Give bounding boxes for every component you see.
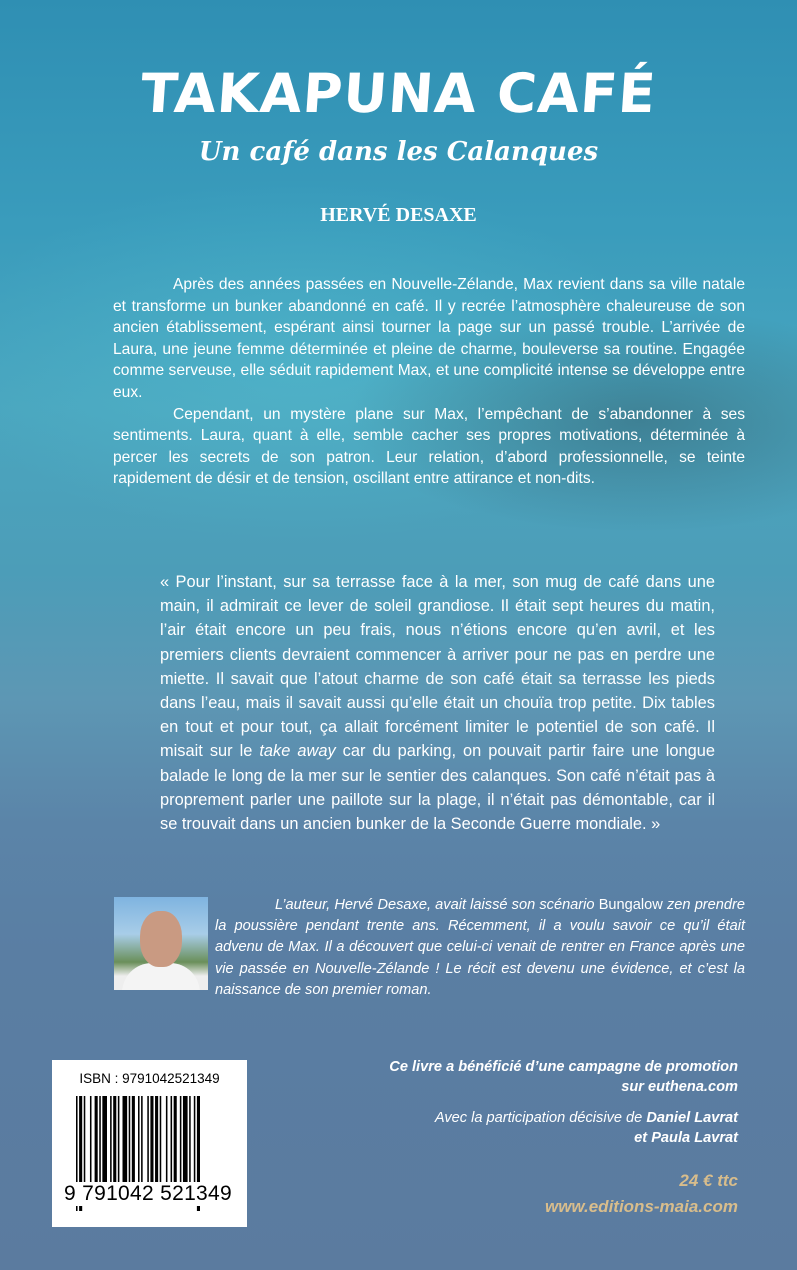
- summary: [113, 274, 745, 490]
- barcode-bar: [84, 1096, 86, 1191]
- barcode-bar: [90, 1096, 92, 1191]
- participation-conj: et: [634, 1130, 652, 1146]
- summary-paragraph: Cependant, un mystère plane sur Max, l’empêchant de s’abandonner à ses sentiments. Laura, quant à elle, semble cacher ses propres motivations, déterminée à percer les secrets de son patron. Leur relation, d’abord professionnelle, se teinte rapidement de désir et de tension, oscillant entre attirance et non-dits.: [113, 405, 745, 488]
- barcode-bar: [99, 1096, 101, 1191]
- author-name: HERVÉ DESAXE: [320, 204, 477, 226]
- book-subtitle: Un café dans les Calanques: [198, 137, 599, 167]
- barcode-bar: [110, 1096, 112, 1191]
- barcode-bar: [150, 1096, 153, 1191]
- barcode-bar: [160, 1096, 162, 1191]
- barcode-bar: [194, 1096, 196, 1191]
- summary-paragraph: Après des années passées en Nouvelle-Zélande, Max revient dans sa ville natale et transforme un bunker abandonné en café. Il y recrée l’atmosphère chaleureuse de son ancien établissement, espérant ainsi tourner la page sur un passé trouble. L’arrivée de Laura, une jeune femme déterminée et pleine de charme, bouleverse sa routine. Engagée comme serveuse, elle séduit rapidement Max, et une complicité intense se développe entre eux.: [113, 276, 745, 401]
- participation-label: Avec la participation décisive de: [434, 1110, 647, 1126]
- barcode-bar: [95, 1096, 98, 1191]
- barcode-bar: [129, 1096, 131, 1191]
- bio-text: zen prendre la poussière pendant trente ans. Récemment, il a voulu savoir ce qu’il était advenu de Max. Il a découvert que celui-ci venait de rentrer en France après une vie passée en Nouvelle-Zélande ! Le récit est devenu une évidence, et c’est la naissance de son premier roman.: [215, 897, 745, 998]
- barcode-bar: [183, 1096, 188, 1191]
- bio-text: L’auteur, Hervé Desaxe, avait laissé son scénario: [275, 897, 599, 913]
- barcode-bar: [118, 1096, 120, 1191]
- barcode-bar: [102, 1096, 107, 1191]
- author-photo: [114, 897, 208, 990]
- price-block: [330, 1168, 738, 1220]
- promo-line: sur euthena.com: [621, 1079, 738, 1095]
- quote-text: « Pour l’instant, sur sa terrasse face à la mer, son mug de café dans une main, il admirait ce lever de soleil grandiose. Il était sept heures du matin, l’air était encore un peu frais, nous n’étions encore qu’en avril, et les premiers clients devraient commencer à arriver pour ne pas en perdre une miette. Il savait que l’atout charme de son café était sa terrasse les pieds dans l’eau, mais il savait aussi qu’elle était un chouïa trop petite. Dix tables en tout et pour tout, ça allait forcément limiter le potentiel de son café. Il misait sur le: [160, 573, 715, 761]
- quote-text: car du parking, on pouvait partir faire une longue balade le long de la mer sur le sentier des calanques. Son café n’était pas à proprement parler une paillote sur la plage, il n’était pas démontable, car il se trouvait dans un ancien bunker de la Seconde Guerre mondiale. »: [160, 742, 715, 834]
- isbn-label: ISBN : 9791042521349: [79, 1071, 220, 1086]
- barcode-bar: [141, 1096, 143, 1191]
- barcode-bar: [171, 1096, 173, 1191]
- barcode-bar: [174, 1096, 177, 1191]
- contributor-name: Paula Lavrat: [651, 1130, 738, 1146]
- barcode-bar: [166, 1096, 168, 1191]
- barcode-bar: [189, 1096, 191, 1191]
- book-title: TAKAPUNA CAFÉ: [138, 62, 659, 125]
- bio-title-word: Bungalow: [598, 897, 663, 913]
- barcode-bar: [113, 1096, 116, 1191]
- publisher-website: www.editions-maia.com: [544, 1197, 738, 1216]
- price: 24 € ttc: [679, 1171, 738, 1190]
- quote-emphasis: take away: [259, 742, 336, 761]
- contributor-name: Daniel Lavrat: [646, 1110, 738, 1126]
- promo-line: Ce livre a bénéficié d’une campagne de promotion: [389, 1059, 738, 1075]
- barcode-bar: [123, 1096, 128, 1191]
- barcode-digits: 9 791042 521349: [64, 1182, 232, 1205]
- promo-text: [330, 1057, 738, 1097]
- barcode-bar: [132, 1096, 135, 1191]
- author-bio: [215, 895, 745, 1001]
- participation-text: [330, 1108, 738, 1148]
- barcode-bar: [155, 1096, 158, 1191]
- barcode-bar: [147, 1096, 149, 1191]
- barcode-bar: [180, 1096, 182, 1191]
- excerpt-quote: [160, 570, 715, 836]
- barcode-bar: [138, 1096, 140, 1191]
- isbn-barcode: [52, 1060, 247, 1227]
